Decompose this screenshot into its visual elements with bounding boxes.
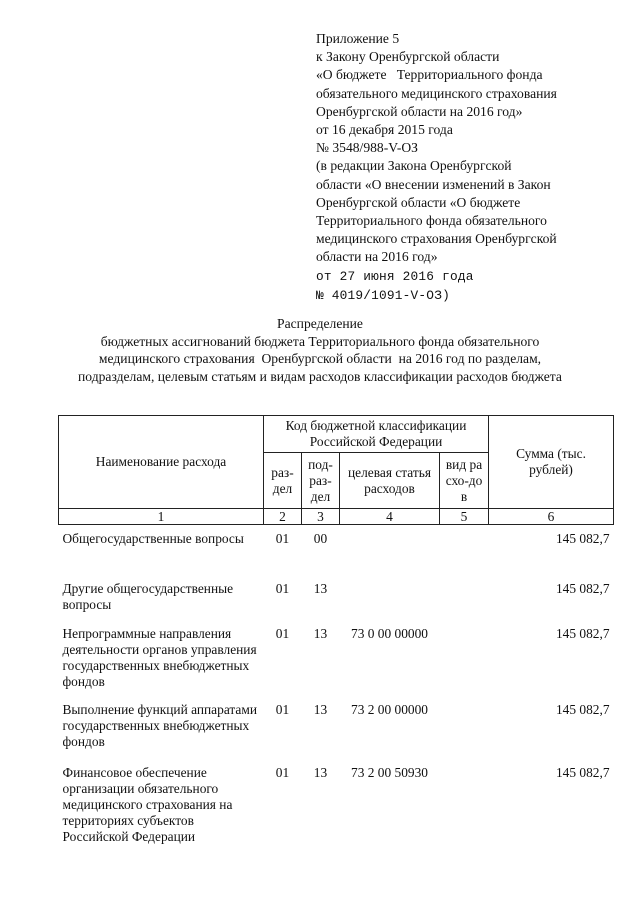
row-sum: 145 082,7 [555,580,610,596]
appendix-line: к Закону Оренбургской области [316,49,500,65]
row-section: 01 [275,625,290,641]
header-section: раз-дел [264,453,302,509]
column-number: 4 [340,509,440,525]
budget-table [58,415,614,851]
row-subsection: 13 [313,625,328,641]
row-sum: 145 082,7 [555,701,610,717]
table-row [59,525,614,575]
column-number: 2 [264,509,302,525]
table-row [59,620,614,696]
header-sum: Сумма (тыс. рублей) [489,416,614,509]
row-target: 73 0 00 00000 [351,625,428,641]
appendix-line: области «О внесении изменений в Закон [316,176,551,192]
column-number: 5 [440,509,489,525]
appendix-line: обязательного медицинского страхования [316,85,557,101]
appendix-line: от 16 декабря 2015 года [316,122,453,138]
row-section: 01 [275,764,290,780]
header-name: Наименование расхода [59,416,264,509]
row-type [440,759,489,851]
row-subsection: 13 [313,701,328,717]
header-type: вид расхо-дов [440,453,489,509]
appendix-line: Оренбургской области «О бюджете [316,194,521,210]
header-code-group: Код бюджетной классификации Российской Федерации [264,416,489,453]
row-subsection: 00 [313,531,328,546]
row-section: 01 [275,531,290,546]
column-number: 3 [302,509,340,525]
appendix-line: № 3548/988-V-ОЗ [316,140,418,156]
row-section: 01 [275,580,290,596]
document-title [70,315,570,385]
row-section: 01 [275,701,290,717]
appendix-line: Приложение 5 [316,31,400,46]
title-text: бюджетных ассигнований бюджета Территориального фонда обязательного медицинского страхования Оренбургской области на 2016 год по разделам, подразделам, целевым статьям и видам расходов классификации расходов бюджета [78,333,562,384]
row-subsection: 13 [313,580,328,596]
row-target: 73 2 00 50930 [351,764,428,780]
row-target: 73 2 00 00000 [351,701,428,717]
appendix-line: Территориального фонда обязательного [316,213,547,229]
title-heading: Распределение [277,316,363,331]
column-number: 6 [489,509,614,525]
row-name: Непрограммные направления деятельности органов управления государственных внебюджетных фондов [62,625,257,689]
row-name: Общегосударственные вопросы [62,531,244,546]
column-number: 1 [59,509,264,525]
row-name: Выполнение функций аппаратами государственных внебюджетных фондов [62,701,258,749]
table-row [59,759,614,851]
row-type [440,525,489,575]
amendment-number: № 4019/1091-V-ОЗ) [316,287,450,303]
row-sum: 145 082,7 [555,625,610,641]
header-target: целевая статья расходов [340,453,440,509]
row-type [440,575,489,620]
appendix-line: медицинского страхования Оренбургской [316,231,557,247]
amendment-date: от 27 июня 2016 года [316,268,474,284]
row-name: Финансовое обеспечение организации обязательного медицинского страхования на территориях субъектов Российской Федерации [62,764,233,844]
appendix-line: области на 2016 год» [316,249,438,265]
table-row [59,575,614,620]
row-sum: 145 082,7 [555,531,610,546]
row-target [340,525,440,575]
appendix-line: «О бюджете Территориального фонда [316,67,543,83]
appendix-line: Оренбургской области на 2016 год» [316,103,523,119]
row-sum: 145 082,7 [555,764,610,780]
appendix-block [316,30,616,305]
appendix-line: (в редакции Закона Оренбургской [316,158,512,174]
row-target [340,575,440,620]
row-subsection: 13 [313,764,328,780]
row-name: Другие общегосударственные вопросы [62,580,234,612]
table-row [59,696,614,759]
row-type [440,620,489,696]
header-subsection: под-раз-дел [302,453,340,509]
row-type [440,696,489,759]
